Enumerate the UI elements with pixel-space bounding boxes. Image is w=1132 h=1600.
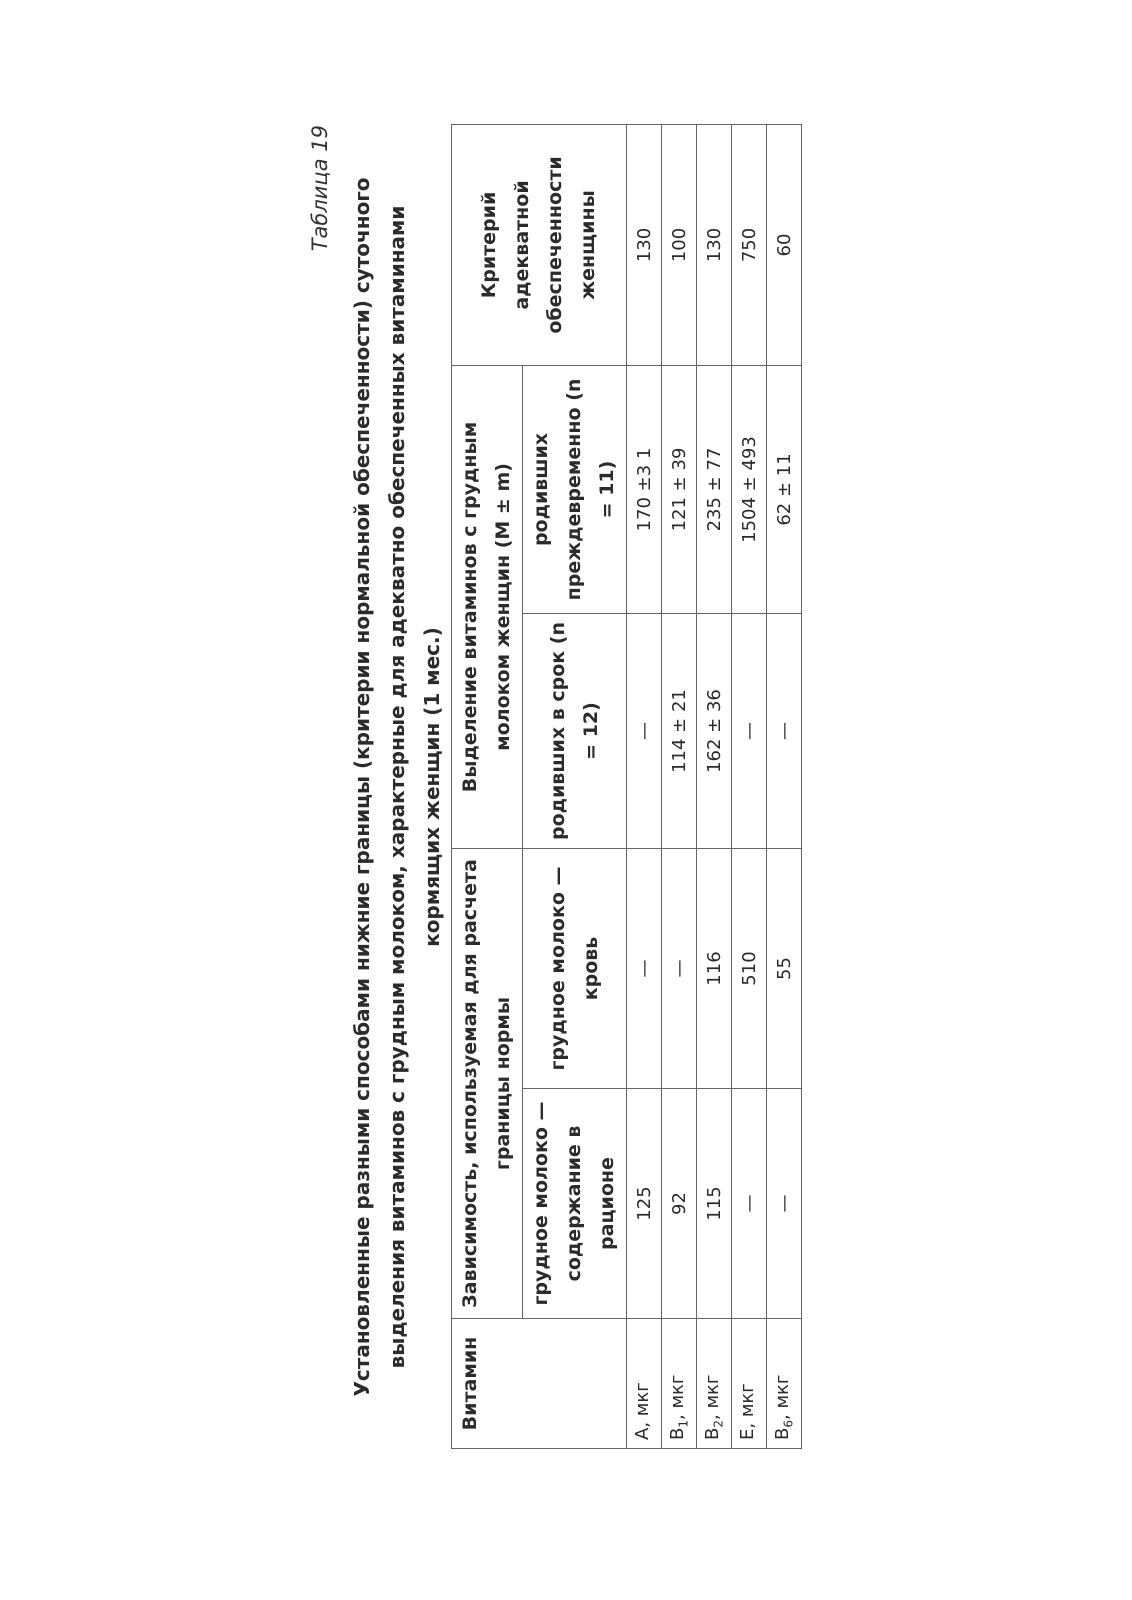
header-milk-diet: грудное молоко — содержание в рационе	[523, 1089, 627, 1319]
vitamin-table	[451, 124, 802, 1449]
cell-blood: —	[662, 849, 697, 1089]
cell-criterion: 60	[767, 124, 802, 365]
cell-preterm: 170 ±3 1	[627, 365, 662, 613]
cell-preterm: 1504 ± 493	[732, 365, 767, 613]
table-row	[662, 124, 697, 1448]
header-vitamin: Витамин	[452, 1319, 627, 1449]
table-row	[697, 124, 732, 1448]
cell-blood: 116	[697, 849, 732, 1089]
cell-term: —	[627, 614, 662, 849]
table-row	[767, 124, 802, 1448]
cell-criterion: 130	[627, 124, 662, 365]
vitamin-name: $B_1$, мкг	[662, 1319, 697, 1449]
cell-term: —	[732, 614, 767, 849]
cell-diet: —	[767, 1089, 802, 1319]
cell-term: 162 ± 36	[697, 614, 732, 849]
header-milk-blood: грудное молоко — кровь	[523, 849, 627, 1089]
table-number-label: Таблица 19	[308, 125, 332, 252]
cell-blood: 510	[732, 849, 767, 1089]
title-line-2: выделения витаминов с грудным молоком, характерные для адекватно обеспеченных витаминами	[385, 205, 409, 1369]
cell-criterion: 750	[732, 124, 767, 365]
title-line-3: кормящих женщин (1 мес.)	[420, 627, 444, 947]
header-preterm-birth: родивших преждевременно (n = 11)	[523, 365, 627, 613]
vitamin-name: $B_2$, мкг	[697, 1319, 732, 1449]
cell-diet: 125	[627, 1089, 662, 1319]
cell-diet: 92	[662, 1089, 697, 1319]
cell-preterm: 62 ± 11	[767, 365, 802, 613]
cell-term: 114 ± 21	[662, 614, 697, 849]
title-line-1: Установленные разными способами нижние границы (критерии нормальной обеспеченности) суточного	[350, 177, 374, 1397]
header-secretion: Выделение витаминов с грудным молоком женщин (M ± m)	[452, 365, 523, 848]
vitamin-name: A, мкг	[627, 1319, 662, 1449]
vitamin-name: $B_6$, мкг	[767, 1319, 802, 1449]
rotated-page	[300, 111, 980, 1463]
header-dependence: Зависимость, используемая для расчета границы нормы	[452, 849, 523, 1319]
header-criterion: Критерий адекватной обеспеченности женщины	[452, 124, 627, 365]
cell-diet: —	[732, 1089, 767, 1319]
cell-blood: —	[627, 849, 662, 1089]
cell-diet: 115	[697, 1089, 732, 1319]
header-term-birth: родивших в срок (n = 12)	[523, 614, 627, 849]
vitamin-name: E, мкг	[732, 1319, 767, 1449]
cell-blood: 55	[767, 849, 802, 1089]
cell-term: —	[767, 614, 802, 849]
header-row-1	[452, 124, 523, 1448]
table-row	[732, 124, 767, 1448]
cell-preterm: 235 ± 77	[697, 365, 732, 613]
cell-criterion: 130	[697, 124, 732, 365]
cell-criterion: 100	[662, 124, 697, 365]
table-title	[345, 111, 450, 1463]
cell-preterm: 121 ± 39	[662, 365, 697, 613]
table-row	[627, 124, 662, 1448]
